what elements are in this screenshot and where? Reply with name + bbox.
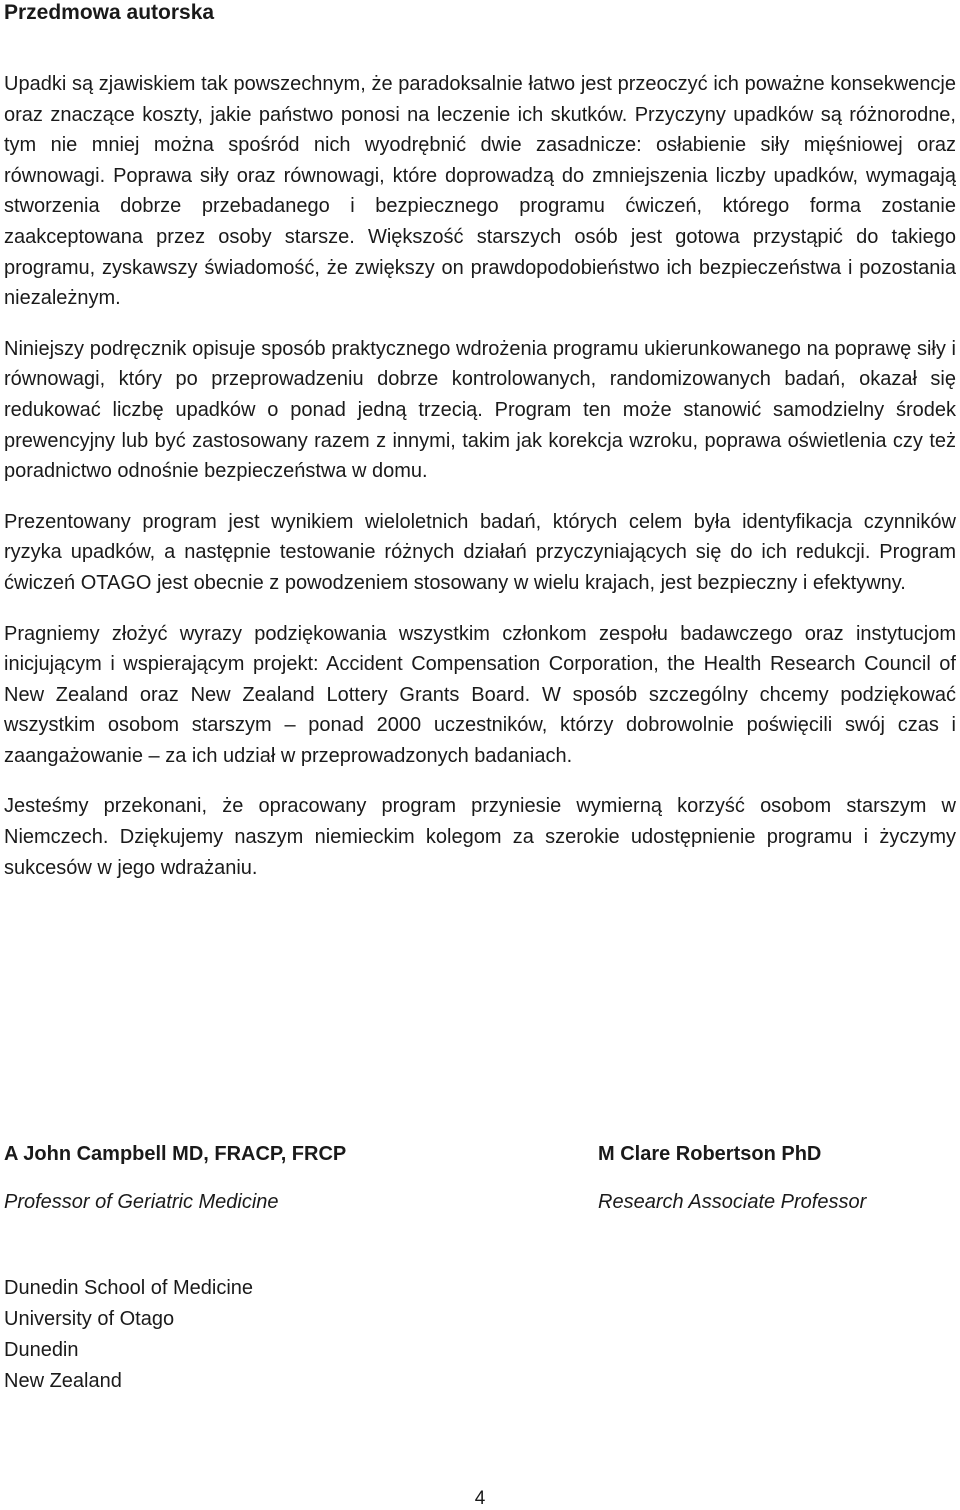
paragraph-3: Prezentowany program jest wynikiem wieloletnich badań, których celem była identyfikacja czynników ryzyka upadków, a następnie testowanie różnych działań przyczyniających się do ich redukcji. Program ćwiczeń OTAGO jest obecnie z powodzeniem stosowany w wielu krajach, jest bezpieczny i efektywny.: [4, 510, 956, 594]
paragraph-2: Niniejszy podręcznik opisuje sposób praktycznego wdrożenia programu ukierunkowanego na poprawę siły i równowagi, który po przeprowadzeniu dobrze kontrolowanych, randomizowanych badań, okazał się redukować liczbę upadków o ponad jedną trzecią. Program ten może stanowić samodzielny środek prewencyjny lub być zastosowany razem z innymi, takim jak korekcja wzroku, poprawa oświetlenia czy też poradnictwo odnośnie bezpieczeństwa w domu.: [4, 337, 956, 483]
address-block: [4, 1273, 253, 1397]
address-line: New Zealand: [4, 1370, 122, 1392]
signature-name: M Clare Robertson PhD: [598, 1143, 822, 1165]
address-line: Dunedin School of Medicine: [4, 1277, 254, 1299]
address-line: Dunedin: [4, 1339, 79, 1361]
body-text: [4, 69, 956, 903]
signature-role: Research Associate Professor: [598, 1191, 867, 1213]
signature-campbell: [4, 1141, 346, 1215]
signature-robertson: [598, 1141, 866, 1215]
page-number: 4: [474, 1488, 486, 1509]
paragraph-5: Jesteśmy przekonani, że opracowany program przyniesie wymierną korzyść osobom starszym w Niemczech. Dziękujemy naszym niemieckim kolegom za szerokie udostępnienie programu i życzymy sukcesów w jego wdrażaniu.: [4, 795, 956, 879]
signature-role: Professor of Geriatric Medicine: [4, 1191, 279, 1213]
signature-name: A John Campbell MD, FRACP, FRCP: [4, 1143, 347, 1165]
paragraph-4: Pragniemy złożyć wyrazy podziękowania wszystkim członkom zespołu badawczego oraz instytucjom inicjującym i wspierającym projekt: Accident Compensation Corporation, the Health Research Council of New Zealand oraz New Zealand Lottery Grants Board. W sposób szczególny chcemy podziękować wszystkim osobom starszym – ponad 2000 uczestników, którzy dobrowolnie poświęcili swój czas i zaangażowanie – za ich udział w przeprowadzonych badaniach.: [4, 622, 956, 767]
paragraph-1: Upadki są zjawiskiem tak powszechnym, że paradoksalnie łatwo jest przeoczyć ich poważne konsekwencje oraz znaczące koszty, jakie państwo ponosi na leczenie ich skutków. Przyczyny upadków są różnorodne, tym nie mniej można spośród nich wyodrębnić dwie zasadnicze: osłabienie siły mięśniowej oraz równowagi. Poprawa siły oraz równowagi, które doprowadzą do zmniejszenia liczby upadków, wymagają stworzenia dobrze przebadanego i bezpiecznego programu ćwiczeń, którego forma zostanie zaakceptowana przez osoby starsze. Większość starszych osób jest gotowa przystąpić do takiego programu, zyskawszy świadomość, że zwiększy on prawdopodobieństwo ich bezpieczeństwa i pozostania niezależnym.: [4, 73, 956, 310]
address-line: University of Otago: [4, 1308, 175, 1330]
page-title: Przedmowa autorska: [4, 1, 215, 24]
